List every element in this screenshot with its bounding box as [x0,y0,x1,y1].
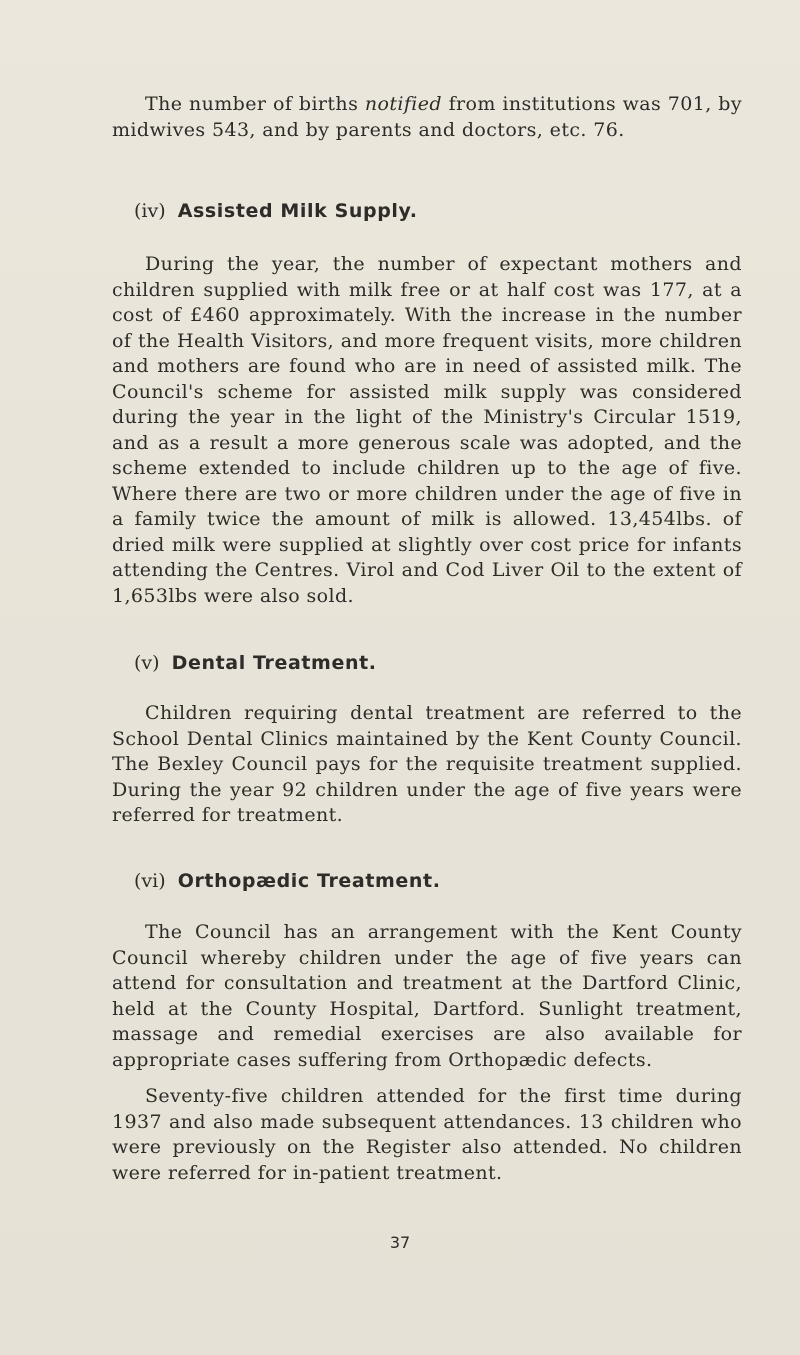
orthopaedic-paragraph-2 [112,1084,742,1186]
section-number-orthopaedic: (vi) [134,870,166,892]
intro-text-end: from institutions was 701, by midwives 543, and by parents and doctors, etc. 76. [112,93,742,141]
section-number-milk: (iv) [134,200,166,222]
orthopaedic-paragraph-1 [112,920,742,1073]
orthopaedic-text-1: The Council has an arrangement with the Kent County Council whereby children under the age of five years can attend for consultation and treatment at the Dartford Clinic, held at the County Hospital, Dartford. Sunlight treatment, massage and remedial exercises are also available for appropriate cases suffering from Orthopædic defects. [112,921,742,1071]
orthopaedic-text-2: Seventy-five children attended for the first time during 1937 and also made subsequent attendances. 13 children who were previously on the Register also attended. No children were referred for in-patient treatment. [112,1085,742,1184]
milk-paragraph [112,252,742,609]
section-title-orthopaedic: Orthopædic Treatment. [177,870,441,892]
section-title-dental: Dental Treatment. [171,652,377,674]
section-number-dental: (v) [134,652,160,674]
intro-text-start: The number of births [145,93,365,115]
section-heading-milk [134,200,418,222]
section-heading-dental [134,652,377,674]
milk-text: During the year, the number of expectant mothers and children supplied with milk free or at half cost was 177, at a cost of £460 approximately. With the increase in the number of the Health Visitors, and more frequent visits, more children and mothers are found who are in need of assisted milk. The Council's scheme for assisted milk supply was considered during the year in the light of the Ministry's Circular 1519, and as a result a more generous scale was adopted, and the scheme extended to include children up to the age of five. Where there are two or more children under the age of five in a family twice the amount of milk is allowed. 13,454lbs. of dried milk were supplied at slightly over cost price for infants attending the Centres. Virol and Cod Liver Oil to the extent of 1,653lbs were also sold. [112,253,742,607]
page-number: 37 [389,1233,411,1252]
dental-paragraph [112,701,742,829]
section-title-milk: Assisted Milk Supply. [177,200,418,222]
section-heading-orthopaedic [134,870,441,892]
dental-text: Children requiring dental treatment are referred to the School Dental Clinics maintained by the Kent County Council. The Bexley Council pays for the requisite treatment supplied. During the year 92 children under the age of five years were referred for treatment. [112,702,742,826]
intro-paragraph [112,92,742,143]
intro-emphasis: notified [364,93,442,115]
